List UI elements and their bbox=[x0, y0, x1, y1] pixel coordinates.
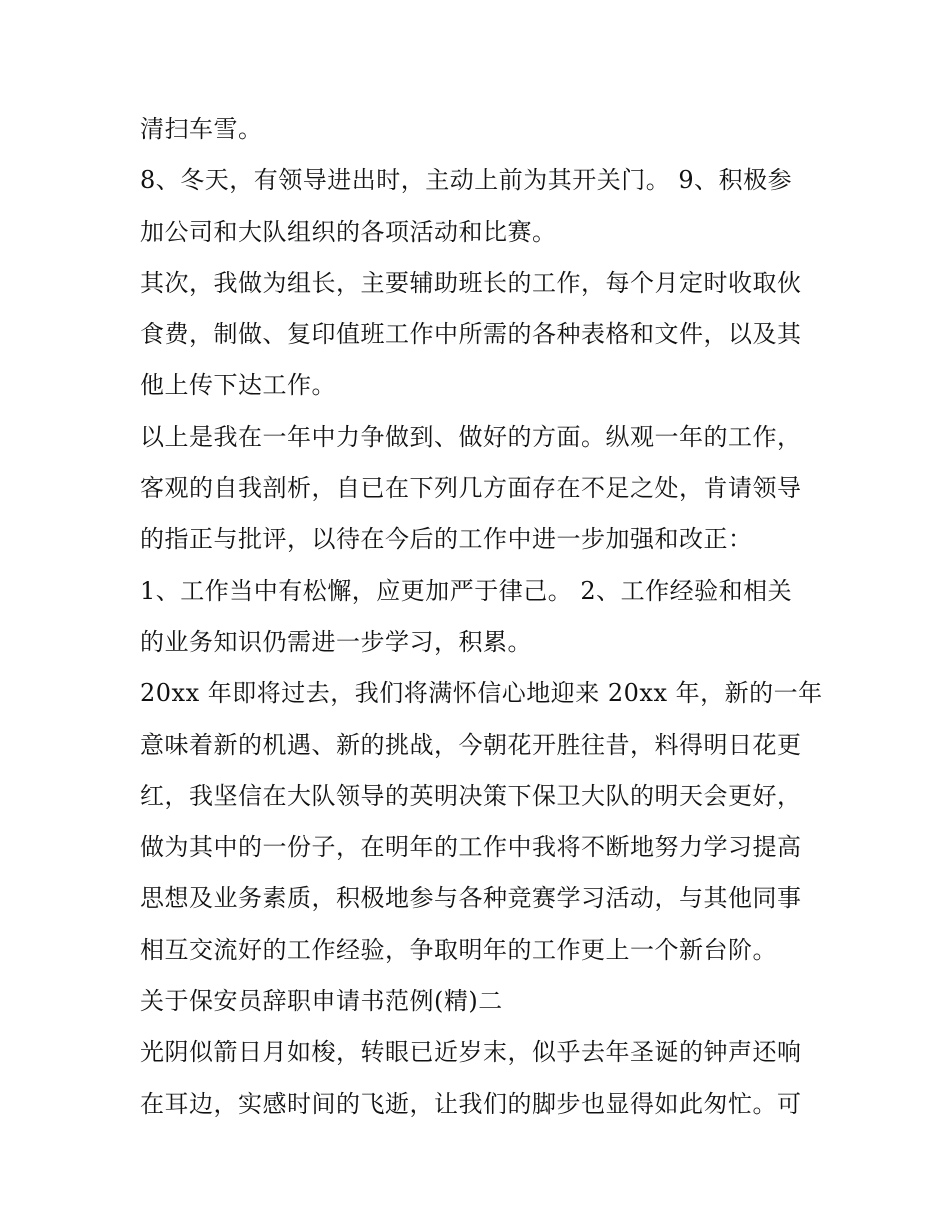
text-line: 意味着新的机遇、新的挑战，今朝花开胜往昔，料得明日花更 bbox=[140, 730, 802, 759]
document-body bbox=[140, 104, 830, 1130]
text-line: 清扫车雪。 bbox=[140, 115, 263, 143]
text-line: 思想及业务素质，积极地参与各种竞赛学习活动，与其他同事 bbox=[140, 884, 802, 913]
text-line: 做为其中的一份子，在明年的工作中我将不断地努力学习提高 bbox=[140, 833, 802, 862]
text-line: 红，我坚信在大队领导的英明决策下保卫大队的明天会更好， bbox=[140, 781, 802, 810]
text-line: 在耳边，实感时间的飞逝，让我们的脚步也显得如此匆忙。可 bbox=[140, 1089, 802, 1118]
text-line: 相互交流好的工作经验，争取明年的工作更上一个新台阶。 bbox=[140, 935, 777, 964]
text-line: 他上传下达工作。 bbox=[140, 371, 336, 400]
text-line: 客观的自我剖析，自已在下列几方面存在不足之处，肯请领导 bbox=[140, 474, 802, 503]
text-line: 加公司和大队组织的各项活动和比赛。 bbox=[140, 217, 557, 246]
text-line: 8、冬天，有领导进出时，主动上前为其开关门。 9、积极参 bbox=[140, 166, 793, 195]
text-line: 的业务知识仍需进一步学习，积累。 bbox=[140, 627, 532, 656]
text-line: 的指正与批评，以待在今后的工作中进一步加强和改正： bbox=[140, 525, 753, 554]
text-line: 光阴似箭日月如梭，转眼已近岁末，似乎去年圣诞的钟声还响 bbox=[140, 1038, 802, 1067]
text-line: 食费，制做、复印值班工作中所需的各种表格和文件，以及其 bbox=[140, 320, 802, 349]
text-line: 20xx 年即将过去，我们将满怀信心地迎来 20xx 年，新的一年 bbox=[140, 679, 823, 708]
text-line: 其次，我做为组长，主要辅助班长的工作，每个月定时收取伙 bbox=[140, 268, 802, 297]
text-line: 以上是我在一年中力争做到、做好的方面。纵观一年的工作， bbox=[140, 422, 802, 451]
text-line: 1、工作当中有松懈，应更加严于律己。 2、工作经验和相关 bbox=[140, 576, 793, 605]
section-heading: 关于保安员辞职申请书范例(精)二 bbox=[140, 987, 503, 1016]
